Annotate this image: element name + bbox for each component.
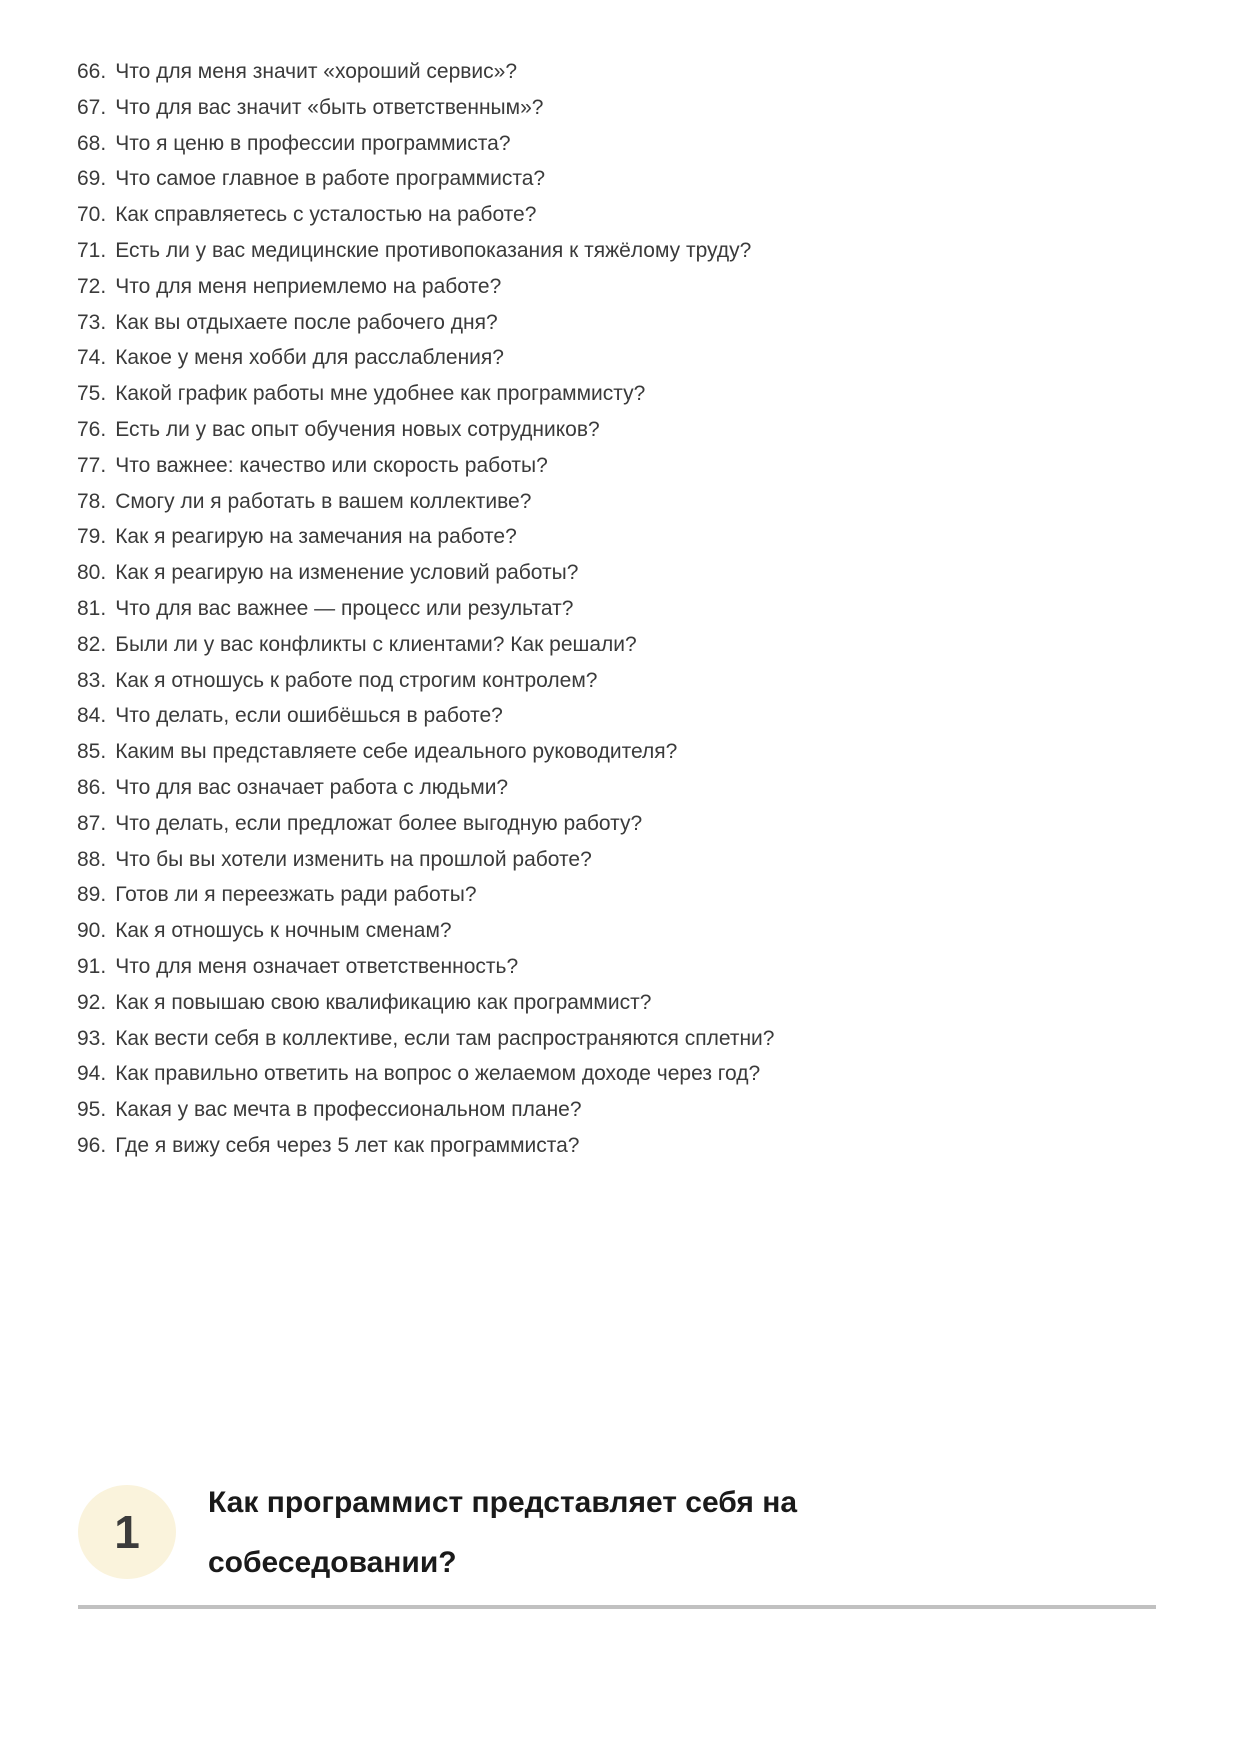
question-number: 77. xyxy=(77,453,107,477)
question-text: Что для меня неприемлемо на работе? xyxy=(115,274,502,298)
chapter-number: 1 xyxy=(114,1506,140,1558)
question-list-item xyxy=(77,734,1199,770)
question-list-item xyxy=(77,770,1199,806)
question-list-item xyxy=(77,877,1199,913)
question-text: Как вы отдыхаете после рабочего дня? xyxy=(115,310,498,334)
question-list-item xyxy=(77,233,1199,269)
question-text: Как я отношусь к работе под строгим контролем? xyxy=(115,668,598,692)
question-number: 75. xyxy=(77,382,107,406)
question-number: 78. xyxy=(77,489,107,513)
question-text: Какой график работы мне удобнее как программисту? xyxy=(115,382,646,406)
question-list-item xyxy=(77,913,1199,949)
question-number: 93. xyxy=(77,1026,107,1050)
question-text: Как правильно ответить на вопрос о желаемом доходе через год? xyxy=(115,1062,761,1086)
question-list-item xyxy=(77,949,1199,985)
question-number: 89. xyxy=(77,883,107,907)
question-number: 67. xyxy=(77,95,107,119)
question-text: Что для меня означает ответственность? xyxy=(115,954,519,978)
question-text: Что важнее: качество или скорость работы? xyxy=(115,453,548,477)
question-number: 94. xyxy=(77,1062,107,1086)
question-list-item xyxy=(77,698,1199,734)
question-list-item xyxy=(77,305,1199,341)
question-text: Смогу ли я работать в вашем коллективе? xyxy=(115,489,532,513)
question-list-item xyxy=(77,126,1199,162)
question-number: 90. xyxy=(77,919,107,943)
question-text: Что делать, если предложат более выгодную работу? xyxy=(115,811,643,835)
question-list-item xyxy=(77,806,1199,842)
question-list-item xyxy=(77,627,1199,663)
question-number: 73. xyxy=(77,310,107,334)
chapter-number-badge xyxy=(78,1485,176,1579)
question-text: Есть ли у вас опыт обучения новых сотрудников? xyxy=(115,417,600,441)
question-text: Как справляетесь с усталостью на работе? xyxy=(115,203,537,227)
question-text: Как вести себя в коллективе, если там распространяются сплетни? xyxy=(115,1026,775,1050)
question-text: Что делать, если ошибёшься в работе? xyxy=(115,704,503,728)
question-number: 92. xyxy=(77,990,107,1014)
question-number: 81. xyxy=(77,596,107,620)
question-text: Где я вижу себя через 5 лет как программиста? xyxy=(115,1133,580,1157)
question-number: 91. xyxy=(77,954,107,978)
question-number: 70. xyxy=(77,203,107,227)
question-list-item xyxy=(77,1128,1199,1164)
question-number: 84. xyxy=(77,704,107,728)
question-number: 83. xyxy=(77,668,107,692)
question-list-item xyxy=(77,1056,1199,1092)
question-text: Были ли у вас конфликты с клиентами? Как решали? xyxy=(115,632,637,656)
question-number: 87. xyxy=(77,811,107,835)
question-text: Как я отношусь к ночным сменам? xyxy=(115,919,452,943)
chapter-divider xyxy=(78,1605,1156,1609)
question-list-item xyxy=(77,555,1199,591)
question-list-item xyxy=(77,1092,1199,1128)
question-list-item xyxy=(77,54,1199,90)
question-text: Как я повышаю свою квалификацию как программист? xyxy=(115,990,652,1014)
question-number: 82. xyxy=(77,632,107,656)
chapter-header-row xyxy=(78,1485,1156,1593)
question-list-item xyxy=(77,663,1199,699)
question-list-item xyxy=(77,340,1199,376)
chapter-header xyxy=(78,1485,1156,1609)
question-text: Что для меня значит «хороший сервис»? xyxy=(115,60,518,83)
question-list-item xyxy=(77,519,1199,555)
question-number: 68. xyxy=(77,131,107,155)
question-list-item xyxy=(77,1021,1199,1057)
question-list-item xyxy=(77,842,1199,878)
question-list-item xyxy=(77,376,1199,412)
question-text: Какое у меня хобби для расслабления? xyxy=(115,346,504,370)
question-number: 86. xyxy=(77,775,107,799)
question-list-item xyxy=(77,448,1199,484)
question-number: 76. xyxy=(77,417,107,441)
question-text: Как я реагирую на изменение условий работы? xyxy=(115,561,579,585)
question-number: 72. xyxy=(77,274,107,298)
question-list-item xyxy=(77,161,1199,197)
question-list-item xyxy=(77,197,1199,233)
question-number: 79. xyxy=(77,525,107,549)
question-text: Что я ценю в профессии программиста? xyxy=(115,131,511,155)
question-text: Что самое главное в работе программиста? xyxy=(115,167,546,191)
question-list-item xyxy=(77,591,1199,627)
question-text: Каким вы представляете себе идеального руководителя? xyxy=(115,740,678,764)
question-number: 71. xyxy=(77,238,107,262)
question-text: Что бы вы хотели изменить на прошлой работе? xyxy=(115,847,592,871)
question-list-item xyxy=(77,985,1199,1021)
question-text: Что для вас важнее — процесс или результат? xyxy=(115,596,574,620)
question-number: 74. xyxy=(77,346,107,370)
question-number: 88. xyxy=(77,847,107,871)
question-number: 80. xyxy=(77,561,107,585)
question-number: 96. xyxy=(77,1133,107,1157)
chapter-title: Как программист представляет себя на собеседовании? xyxy=(208,1486,798,1579)
question-text: Как я реагирую на замечания на работе? xyxy=(115,525,517,549)
question-text: Что для вас значит «быть ответственным»? xyxy=(115,95,544,119)
question-number: 66. xyxy=(77,60,107,83)
question-number: 95. xyxy=(77,1098,107,1122)
question-list-item xyxy=(77,269,1199,305)
question-list-item xyxy=(77,484,1199,520)
question-text: Есть ли у вас медицинские противопоказания к тяжёлому труду? xyxy=(115,238,752,262)
question-number: 69. xyxy=(77,167,107,191)
question-list-item xyxy=(77,90,1199,126)
question-number: 85. xyxy=(77,740,107,764)
question-text: Какая у вас мечта в профессиональном плане? xyxy=(115,1098,582,1122)
question-text: Что для вас означает работа с людьми? xyxy=(115,775,509,799)
question-text: Готов ли я переезжать ради работы? xyxy=(115,883,477,907)
question-list-item xyxy=(77,412,1199,448)
